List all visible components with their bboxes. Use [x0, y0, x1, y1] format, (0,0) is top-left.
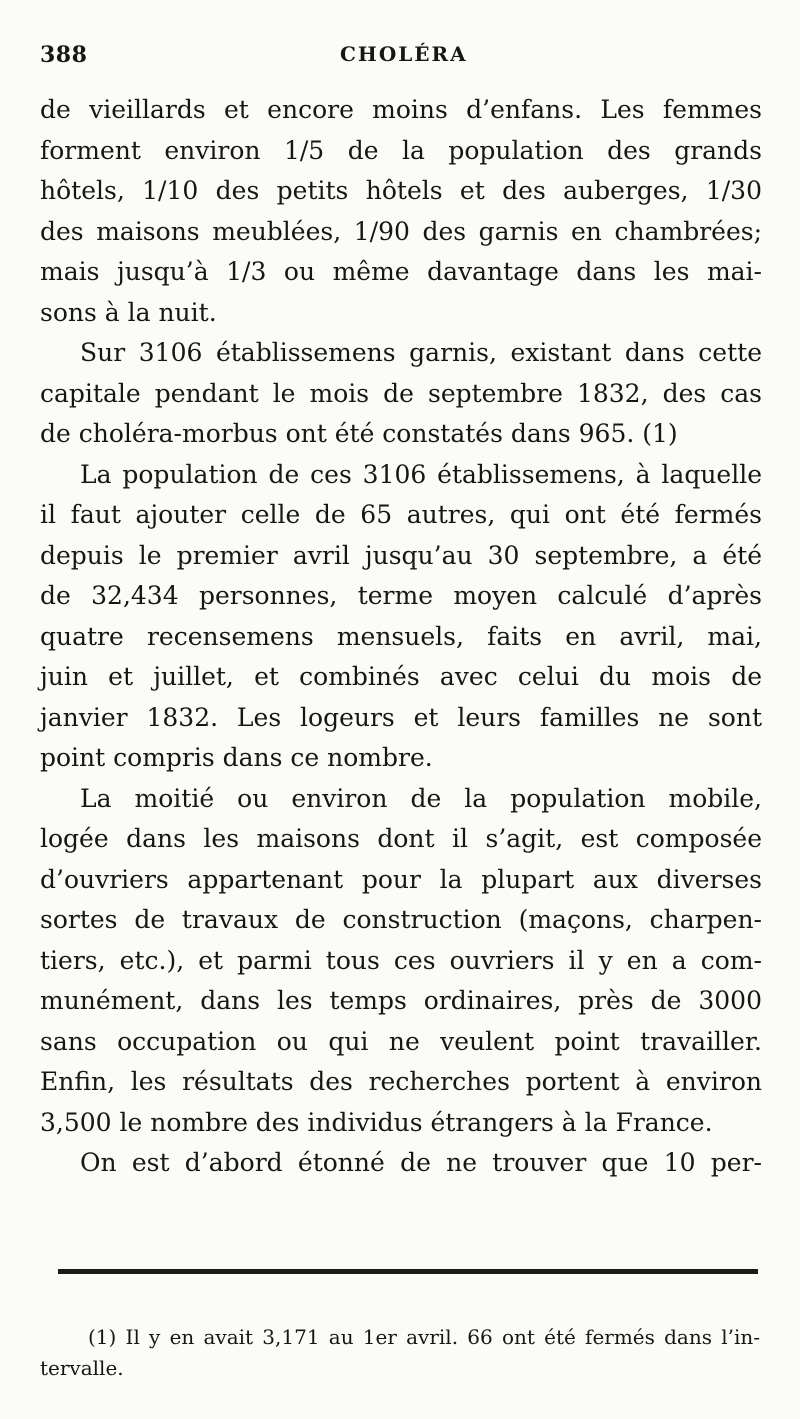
text-line: quatre recensemens mensuels, faits en avril, mai,	[40, 621, 762, 651]
text-line: tiers, etc.), et parmi tous ces ouvriers il y en a com-	[40, 945, 762, 975]
text-line: hôtels, 1/10 des petits hôtels et des auberges, 1/30	[40, 176, 762, 205]
page-header	[40, 42, 760, 76]
text-line: forment environ 1/5 de la population des grands	[40, 135, 762, 165]
text-line: sans occupation ou qui ne veulent point travailler.	[40, 1026, 762, 1056]
text-line: de 32,434 personnes, terme moyen calculé d’après	[40, 581, 762, 610]
text-line: Sur 3106 établissemens garnis, existant dans cette	[80, 338, 762, 367]
text-line: il faut ajouter celle de 65 autres, qui ont été fermés	[40, 500, 762, 529]
text-line: On est d’abord étonné de ne trouver que 10 per-	[80, 1148, 762, 1177]
text-line: depuis le premier avril jusqu’au 30 septembre, a été	[40, 540, 762, 570]
page-number: 388	[40, 42, 88, 68]
text-line: Enfin, les résultats des recherches portent à environ	[40, 1067, 762, 1096]
running-title: CHOLÉRA	[340, 42, 468, 66]
text-line: de choléra-morbus ont été constatés dans 965. (1)	[40, 419, 678, 448]
body-text	[40, 90, 762, 1184]
text-line: sortes de travaux de construction (maçons, charpen-	[40, 905, 762, 934]
text-line: sons à la nuit.	[40, 297, 217, 327]
text-line: 3,500 le nombre des individus étrangers à la France.	[40, 1107, 713, 1137]
text-line: mais jusqu’à 1/3 ou même davantage dans les mai-	[40, 257, 762, 286]
text-line: juin et juillet, et combinés avec celui du mois de	[40, 662, 762, 691]
text-line: capitale pendant le mois de septembre 1832, des cas	[40, 378, 762, 408]
footnote-line: (1) Il y en avait 3,171 au 1er avril. 66 ont été fermés dans l’in-	[88, 1325, 760, 1349]
text-line: munément, dans les temps ordinaires, près de 3000	[40, 986, 762, 1015]
text-line: La moitié ou environ de la population mobile,	[80, 783, 762, 813]
text-line: des maisons meublées, 1/90 des garnis en chambrées;	[40, 216, 762, 246]
footnote-line: tervalle.	[40, 1356, 124, 1380]
text-line: point compris dans ce nombre.	[40, 743, 433, 772]
footnote-divider	[58, 1269, 758, 1274]
footnote	[40, 1322, 760, 1384]
text-line: de vieillards et encore moins d’enfans. Les femmes	[40, 95, 762, 124]
text-line: d’ouvriers appartenant pour la plupart aux diverses	[40, 864, 762, 894]
text-line: janvier 1832. Les logeurs et leurs familles ne sont	[40, 702, 762, 732]
text-line: logée dans les maisons dont il s’agit, est composée	[40, 824, 762, 853]
text-line: La population de ces 3106 établissemens, à laquelle	[80, 459, 762, 489]
